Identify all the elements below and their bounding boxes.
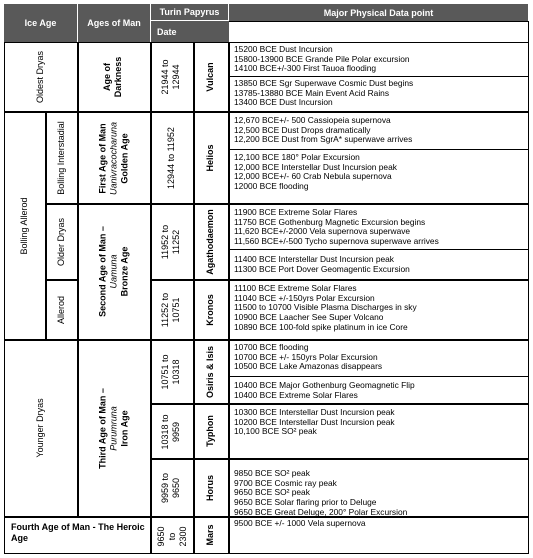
data-line: 11900 BCE Extreme Solar Flares <box>234 207 358 217</box>
data-line: 11040 BCE +/-150yrs Polar Excursion <box>234 292 375 303</box>
fourth-age-cell <box>4 517 151 554</box>
data-line: 12,670 BCE+/- 500 Cassiopeia supernova <box>234 115 391 125</box>
row-data-4-divider <box>229 376 529 377</box>
data-list-2b <box>229 252 529 274</box>
data-line: 11300 BCE Port Dover Geomagentic Excursion <box>234 263 410 274</box>
data-line: 12,500 BCE Dust Drops dramatically <box>234 124 371 135</box>
date-4 <box>160 344 184 400</box>
data-line: 11400 BCE Interstellar Dust Incursion peak <box>234 254 394 264</box>
data-line: 11750 BCE Gothenburg Magnetic Excursion begins <box>234 216 426 227</box>
date-7-line2: to <box>167 532 177 541</box>
younger-dryas-text: Younger Dryas <box>35 398 45 458</box>
first-age-line2: Uanivracocharuna <box>108 121 119 196</box>
date-0-line2: 12944 <box>171 64 181 90</box>
data-line: 10700 BCE flooding <box>234 342 309 352</box>
header-ice-age: Ice Age <box>4 4 78 42</box>
data-line: 10200 BCE Interstellar Dust Incursion peak <box>234 416 395 427</box>
data-line: 9700 BCE Cosmic ray peak <box>234 477 337 488</box>
data-line: 11500 to 10700 Visible Plasma Discharges in sky <box>234 302 417 313</box>
data-line: 13785-13880 BCE Main Event Acid Rains <box>234 87 390 98</box>
allerod-text: Allerod <box>56 296 66 325</box>
date-5 <box>160 407 184 457</box>
third-age-line2: Purumruna <box>108 406 119 451</box>
data-line: 13400 BCE Dust Incursion <box>234 97 333 108</box>
ruler-helios: Helios <box>205 144 215 172</box>
ruler-typhon: Typhon <box>205 415 215 447</box>
data-line: 10300 BCE Interstellar Dust Incursion peak <box>234 407 395 417</box>
date-7-line1: 9650 <box>156 526 166 547</box>
data-line: 12,000 BCE Interstellar Dust Incursion peak <box>234 161 397 172</box>
date-3 <box>160 280 184 340</box>
data-list-1b <box>229 150 529 192</box>
data-line: 13850 BCE Sgr Superwave Cosmic Dust begins <box>234 78 414 88</box>
data-line: 10500 BCE Lake Amazonas disappears <box>234 361 383 372</box>
row-data-2-divider <box>229 249 529 250</box>
data-line: 11,560 BCE+/-500 Tycho supernova superwave arrives <box>234 236 439 247</box>
data-line: 9850 BCE SO² peak <box>234 468 310 478</box>
date-5-line2: 9959 <box>171 421 181 443</box>
date-1: 12944 to 11952 <box>166 127 176 189</box>
bolling-allerod-text: Bolling Allerod <box>19 197 29 255</box>
data-list-5 <box>229 405 529 437</box>
ruler-osiris-isis: Osiris & Isis <box>205 345 215 399</box>
data-line: 9650 BCE SO² peak <box>234 487 310 498</box>
ruler-kronos: Kronos <box>205 294 215 326</box>
date-2-line1: 11952 to <box>160 224 170 260</box>
data-line: 11,620 BCE+/-2000 Vela supernova superwave <box>234 226 411 237</box>
data-list-3 <box>229 281 529 333</box>
date-3-line2: 10751 <box>171 297 181 323</box>
ruler-agathodaemon: Agathodaemon <box>205 209 215 275</box>
data-line: 10400 BCE Major Gothenburg Geomagnetic Flip <box>234 380 415 390</box>
data-line: 10700 BCE +/- 150yrs Polar Excursion <box>234 351 378 362</box>
data-line: 10890 BCE 100-fold spike platinum in ice Core <box>234 321 408 332</box>
third-age-text <box>98 369 131 489</box>
header-ages-of-man: Ages of Man <box>78 4 151 42</box>
first-age-line3: Golden Age <box>119 133 130 184</box>
bolling-interstadial-text: Bolling Interstadial <box>56 121 66 195</box>
date-4-line1: 10751 to <box>160 354 170 390</box>
data-line: 12,000 BCE+/- 60 Crab Nebula supernova <box>234 171 392 182</box>
second-age-line3: Bronze Age <box>119 246 130 297</box>
date-3-line1: 11252 to <box>160 292 170 328</box>
date-4-line2: 10318 <box>171 359 181 385</box>
oldest-dryas-text: Oldest Dryas <box>35 51 45 104</box>
data-list-0a <box>229 42 529 74</box>
data-line: 10400 BCE Extreme Solar Flares <box>234 389 358 400</box>
data-line: 9500 BCE +/- 1000 Vela supernova <box>234 518 366 528</box>
ruler-horus: Horus <box>205 475 215 502</box>
data-list-6 <box>229 466 529 518</box>
data-line: 9650 BCE Great Deluge, 200° Polar Excursion <box>234 506 408 517</box>
data-list-4a <box>229 340 529 372</box>
header-major-data: Major Physical Data point <box>229 4 529 21</box>
first-age-line1: First Age of Man <box>97 123 108 194</box>
third-age-line1: Third Age of Man – <box>97 388 108 469</box>
date-2-line2: 11252 <box>171 229 181 255</box>
date-7 <box>156 520 189 553</box>
data-line: 9650 BCE Solar flaring prior to Deluge <box>234 497 377 508</box>
date-0-line1: 21944 to <box>160 59 170 95</box>
date-6-line1: 9959 to <box>160 472 170 504</box>
data-line: 14100 BCE+/-300 First Tauoa flooding <box>234 63 377 74</box>
data-line: 12,100 BCE 180° Polar Excursion <box>234 152 360 162</box>
date-5-line1: 10318 to <box>160 414 170 450</box>
data-line: 12,200 BCE Dust from SgrA* superwave arrives <box>234 134 413 145</box>
data-line: 15800-13900 BCE Grande Pile Polar excursion <box>234 53 410 64</box>
ruler-mars: Mars <box>205 524 215 546</box>
fourth-age-label: Fourth Age of Man - The Heroic Age <box>11 522 145 543</box>
chronology-table <box>4 4 529 554</box>
second-age-line1: Second Age of Man – <box>97 226 108 317</box>
data-list-0b <box>229 76 529 108</box>
age-of-darkness-text: Age of Darkness <box>102 56 123 98</box>
data-list-4b <box>229 378 529 400</box>
first-age-text <box>98 104 131 214</box>
data-line: 10,100 BCE SO² peak <box>234 426 317 437</box>
date-6-line2: 9650 <box>171 477 181 499</box>
data-list-1a <box>229 113 529 145</box>
second-age-text <box>98 212 131 332</box>
second-age-line2: Uamuna <box>108 254 119 289</box>
header-turin-papyrus: Turin Papyrus <box>151 4 229 21</box>
ruler-vulcan: Vulcan <box>205 62 215 92</box>
data-line: 10900 BCE Laacher See Super Volcano <box>234 312 384 323</box>
date-0 <box>160 47 184 107</box>
data-list-2a <box>229 205 529 247</box>
date-2 <box>160 212 184 272</box>
older-dryas-text: Older Dryas <box>56 218 66 267</box>
date-7-line3: 2300 <box>178 526 188 547</box>
header-date: Date <box>151 21 229 42</box>
date-6 <box>160 463 184 513</box>
third-age-line3: Iron Age <box>119 410 130 447</box>
data-line: 11100 BCE Extreme Solar Flares <box>234 283 357 293</box>
data-line: 15200 BCE Dust Incursion <box>234 44 333 54</box>
data-line: 12000 BCE flooding <box>234 181 309 192</box>
data-list-7 <box>229 516 529 529</box>
header-data-spacer <box>229 21 529 42</box>
